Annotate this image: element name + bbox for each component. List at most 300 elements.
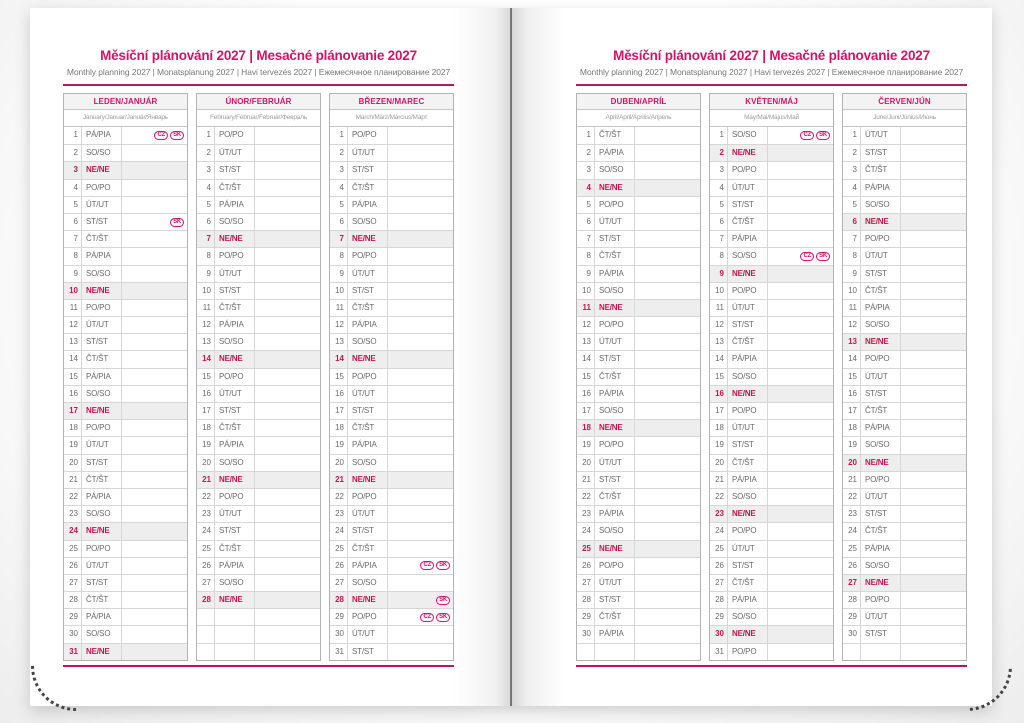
day-row	[710, 488, 833, 505]
day-number: 15	[843, 369, 861, 385]
day-abbreviation: PO/PO	[215, 127, 255, 144]
day-row	[197, 419, 320, 436]
day-abbreviation: ST/ST	[595, 231, 635, 247]
day-number: 3	[197, 162, 215, 178]
day-row	[197, 161, 320, 178]
day-number: 28	[64, 592, 82, 608]
day-abbreviation: ÚT/UT	[861, 248, 901, 264]
notes-cell	[388, 351, 453, 367]
day-abbreviation: PÁ/PIA	[728, 472, 768, 488]
notes-cell	[255, 386, 320, 402]
day-row	[843, 299, 966, 316]
day-row	[330, 161, 453, 178]
day-number: 7	[710, 231, 728, 247]
day-row	[577, 436, 700, 453]
day-row	[577, 213, 700, 230]
day-abbreviation: SO/SO	[348, 334, 388, 350]
day-abbreviation: NE/NE	[215, 592, 255, 608]
notes-cell	[255, 506, 320, 522]
notes-cell	[635, 386, 700, 402]
notes-cell	[122, 127, 187, 144]
notes-cell	[388, 523, 453, 539]
day-number: 12	[843, 317, 861, 333]
day-number: 21	[843, 472, 861, 488]
day-row	[710, 540, 833, 557]
notes-cell	[901, 472, 966, 488]
day-row	[330, 350, 453, 367]
day-row	[64, 557, 187, 574]
day-row	[843, 127, 966, 144]
day-row	[710, 127, 833, 144]
notes-cell	[388, 214, 453, 230]
day-row	[64, 436, 187, 453]
notes-cell	[768, 609, 833, 625]
day-abbreviation: ČT/ŠT	[595, 609, 635, 625]
month-subname: March/März/Március/Март	[330, 110, 453, 127]
day-row	[710, 213, 833, 230]
notes-cell	[635, 197, 700, 213]
notes-cell	[901, 386, 966, 402]
notes-cell	[768, 283, 833, 299]
notes-cell	[255, 369, 320, 385]
day-row	[197, 505, 320, 522]
notes-cell	[255, 558, 320, 574]
day-abbreviation: PÁ/PIA	[861, 541, 901, 557]
top-rule	[63, 84, 454, 86]
notes-cell	[255, 455, 320, 471]
day-abbreviation: PÁ/PIA	[215, 437, 255, 453]
day-abbreviation: ÚT/UT	[595, 455, 635, 471]
notes-cell	[768, 541, 833, 557]
day-number: 6	[197, 214, 215, 230]
notes-cell	[122, 369, 187, 385]
day-number: 24	[330, 523, 348, 539]
day-number: 24	[843, 523, 861, 539]
notes-cell	[388, 626, 453, 642]
day-row	[64, 282, 187, 299]
notes-cell	[388, 127, 453, 144]
notes-cell	[635, 351, 700, 367]
day-abbreviation: ST/ST	[861, 266, 901, 282]
day-number: 22	[64, 489, 82, 505]
day-number: 29	[710, 609, 728, 625]
day-row	[843, 608, 966, 625]
notes-cell	[635, 506, 700, 522]
notes-cell	[255, 283, 320, 299]
notes-cell	[635, 541, 700, 557]
day-abbreviation: SO/SO	[861, 197, 901, 213]
day-number: 9	[64, 266, 82, 282]
day-row	[330, 213, 453, 230]
day-abbreviation: PÁ/PIA	[82, 609, 122, 625]
day-row	[197, 643, 320, 660]
day-number: 19	[64, 437, 82, 453]
notes-cell	[635, 592, 700, 608]
day-row	[330, 557, 453, 574]
notes-cell	[901, 162, 966, 178]
day-number: 31	[710, 644, 728, 660]
day-abbreviation: ÚT/UT	[82, 558, 122, 574]
day-abbreviation: ST/ST	[595, 592, 635, 608]
day-abbreviation: SO/SO	[728, 127, 768, 144]
day-abbreviation: SO/SO	[82, 386, 122, 402]
day-abbreviation: PÁ/PIA	[861, 180, 901, 196]
day-row	[710, 402, 833, 419]
notes-cell	[901, 403, 966, 419]
day-abbreviation: PO/PO	[861, 592, 901, 608]
day-abbreviation: SO/SO	[82, 626, 122, 642]
day-row	[330, 196, 453, 213]
day-number: 11	[577, 300, 595, 316]
notes-cell	[768, 386, 833, 402]
day-number: 2	[710, 145, 728, 161]
day-abbreviation: ČT/ŠT	[215, 541, 255, 557]
day-row	[843, 144, 966, 161]
day-row	[197, 540, 320, 557]
notes-cell	[768, 369, 833, 385]
holiday-badge-cz: CZ	[420, 613, 434, 622]
day-row	[197, 316, 320, 333]
notes-cell	[122, 386, 187, 402]
day-abbreviation: ÚT/UT	[728, 300, 768, 316]
day-row	[710, 333, 833, 350]
day-row	[710, 299, 833, 316]
day-number: 13	[330, 334, 348, 350]
day-abbreviation: NE/NE	[861, 575, 901, 591]
day-abbreviation: ST/ST	[82, 575, 122, 591]
day-abbreviation: ÚT/UT	[348, 506, 388, 522]
notes-cell	[388, 369, 453, 385]
day-row	[330, 385, 453, 402]
day-number: 29	[843, 609, 861, 625]
day-row	[197, 625, 320, 642]
day-number: 22	[330, 489, 348, 505]
day-row	[577, 247, 700, 264]
day-row	[330, 643, 453, 660]
day-row	[197, 333, 320, 350]
notes-cell	[635, 609, 700, 625]
day-number: 19	[843, 437, 861, 453]
day-abbreviation: ST/ST	[215, 283, 255, 299]
day-abbreviation: PÁ/PIA	[215, 197, 255, 213]
day-row	[197, 385, 320, 402]
day-number: 10	[710, 283, 728, 299]
holiday-badge-cz: CZ	[154, 131, 168, 140]
month-name: KVĚTEN/MÁJ	[710, 94, 833, 110]
day-row	[64, 625, 187, 642]
day-row	[577, 265, 700, 282]
day-abbreviation: SO/SO	[348, 455, 388, 471]
day-number: 23	[577, 506, 595, 522]
day-abbreviation: SO/SO	[728, 369, 768, 385]
month-table	[196, 93, 321, 661]
day-row	[843, 454, 966, 471]
day-row	[843, 557, 966, 574]
notes-cell	[635, 626, 700, 642]
day-row	[710, 265, 833, 282]
day-abbreviation: PO/PO	[348, 248, 388, 264]
day-abbreviation	[595, 644, 635, 660]
notes-cell	[388, 283, 453, 299]
day-row	[577, 230, 700, 247]
day-abbreviation: ST/ST	[215, 403, 255, 419]
day-abbreviation: PÁ/PIA	[861, 300, 901, 316]
day-number: 11	[710, 300, 728, 316]
day-row	[843, 625, 966, 642]
page-right-content	[576, 8, 967, 667]
day-row	[197, 179, 320, 196]
day-abbreviation: ÚT/UT	[861, 489, 901, 505]
day-abbreviation: ST/ST	[82, 455, 122, 471]
day-row	[710, 454, 833, 471]
notes-cell	[901, 420, 966, 436]
day-number	[577, 644, 595, 660]
day-number: 27	[710, 575, 728, 591]
day-number: 14	[330, 351, 348, 367]
day-number: 20	[64, 455, 82, 471]
day-row	[64, 522, 187, 539]
day-number: 22	[577, 489, 595, 505]
day-abbreviation: NE/NE	[861, 334, 901, 350]
day-row	[577, 540, 700, 557]
notes-cell	[901, 644, 966, 660]
day-number: 11	[843, 300, 861, 316]
day-row	[843, 591, 966, 608]
holiday-badge-sk: SK	[436, 561, 450, 570]
notes-cell	[768, 506, 833, 522]
day-row	[197, 265, 320, 282]
notes-cell	[122, 626, 187, 642]
day-number: 4	[710, 180, 728, 196]
day-number: 3	[64, 162, 82, 178]
day-number: 28	[197, 592, 215, 608]
holiday-badge-sk: SK	[816, 252, 830, 261]
day-abbreviation: SO/SO	[595, 403, 635, 419]
day-number: 28	[843, 592, 861, 608]
day-number: 5	[577, 197, 595, 213]
day-row	[843, 471, 966, 488]
day-abbreviation: ST/ST	[728, 558, 768, 574]
day-number: 9	[843, 266, 861, 282]
notes-cell	[768, 214, 833, 230]
day-row	[64, 419, 187, 436]
notes-cell	[255, 420, 320, 436]
day-number: 22	[843, 489, 861, 505]
day-number: 1	[330, 127, 348, 144]
day-number: 12	[64, 317, 82, 333]
notes-cell	[901, 455, 966, 471]
day-abbreviation: SO/SO	[728, 489, 768, 505]
notes-cell	[901, 351, 966, 367]
notes-cell	[122, 248, 187, 264]
notes-cell	[122, 437, 187, 453]
day-number: 25	[330, 541, 348, 557]
day-abbreviation: ST/ST	[348, 644, 388, 660]
day-row	[710, 316, 833, 333]
day-abbreviation: PO/PO	[348, 609, 388, 625]
day-row	[577, 144, 700, 161]
notes-cell	[901, 575, 966, 591]
notes-cell	[388, 489, 453, 505]
day-abbreviation: ÚT/UT	[348, 386, 388, 402]
day-abbreviation: ST/ST	[82, 214, 122, 230]
day-abbreviation: ST/ST	[861, 626, 901, 642]
day-row	[64, 350, 187, 367]
day-abbreviation: SO/SO	[215, 334, 255, 350]
day-row	[577, 574, 700, 591]
day-number: 27	[577, 575, 595, 591]
day-number: 18	[330, 420, 348, 436]
day-number: 21	[64, 472, 82, 488]
day-row	[843, 436, 966, 453]
months-row	[576, 93, 967, 661]
day-abbreviation: PO/PO	[82, 420, 122, 436]
day-number: 4	[197, 180, 215, 196]
day-row	[330, 625, 453, 642]
day-number: 5	[710, 197, 728, 213]
day-row	[710, 282, 833, 299]
day-row	[843, 368, 966, 385]
day-row	[197, 213, 320, 230]
holiday-badge-sk: SK	[170, 131, 184, 140]
day-abbreviation: SO/SO	[82, 266, 122, 282]
notes-cell	[635, 214, 700, 230]
month-name: BŘEZEN/MAREC	[330, 94, 453, 110]
day-number: 16	[843, 386, 861, 402]
day-abbreviation: PO/PO	[861, 472, 901, 488]
notes-cell	[768, 403, 833, 419]
day-row	[64, 316, 187, 333]
day-abbreviation: ČT/ŠT	[861, 283, 901, 299]
notes-cell	[901, 231, 966, 247]
day-number: 7	[64, 231, 82, 247]
notes-cell	[901, 317, 966, 333]
day-abbreviation: ST/ST	[861, 145, 901, 161]
day-row	[843, 333, 966, 350]
notes-cell	[255, 437, 320, 453]
day-abbreviation: NE/NE	[82, 403, 122, 419]
day-number: 15	[330, 369, 348, 385]
day-abbreviation: ST/ST	[348, 403, 388, 419]
notes-cell	[635, 180, 700, 196]
notes-cell	[388, 420, 453, 436]
day-row	[197, 591, 320, 608]
month-name: ÚNOR/FEBRUÁR	[197, 94, 320, 110]
day-row	[843, 265, 966, 282]
day-row	[330, 574, 453, 591]
day-abbreviation: PO/PO	[82, 180, 122, 196]
notes-cell	[635, 145, 700, 161]
notes-cell	[388, 455, 453, 471]
day-abbreviation: NE/NE	[728, 386, 768, 402]
notes-cell	[635, 162, 700, 178]
day-abbreviation: ČT/ŠT	[215, 300, 255, 316]
day-number: 10	[197, 283, 215, 299]
day-row	[710, 196, 833, 213]
day-abbreviation: PÁ/PIA	[728, 231, 768, 247]
day-row	[577, 591, 700, 608]
day-number: 27	[64, 575, 82, 591]
day-number: 26	[577, 558, 595, 574]
day-abbreviation: PÁ/PIA	[595, 626, 635, 642]
notes-cell	[635, 248, 700, 264]
day-number: 16	[330, 386, 348, 402]
notes-cell	[122, 523, 187, 539]
day-abbreviation: SO/SO	[861, 558, 901, 574]
notes-cell	[388, 644, 453, 660]
day-abbreviation: PÁ/PIA	[348, 558, 388, 574]
notes-cell	[255, 489, 320, 505]
day-number: 24	[197, 523, 215, 539]
notes-cell	[255, 266, 320, 282]
notes-cell	[768, 523, 833, 539]
day-abbreviation: ČT/ŠT	[82, 351, 122, 367]
notes-cell	[635, 489, 700, 505]
notes-cell	[635, 420, 700, 436]
day-abbreviation: NE/NE	[595, 541, 635, 557]
day-number: 20	[710, 455, 728, 471]
day-number: 21	[197, 472, 215, 488]
day-row	[843, 522, 966, 539]
day-number: 5	[197, 197, 215, 213]
notes-cell	[255, 197, 320, 213]
notes-cell	[255, 626, 320, 642]
day-number: 23	[330, 506, 348, 522]
day-row	[577, 402, 700, 419]
day-row	[197, 127, 320, 144]
day-number: 28	[577, 592, 595, 608]
day-row	[330, 299, 453, 316]
day-row	[843, 419, 966, 436]
day-row	[843, 179, 966, 196]
day-number: 18	[710, 420, 728, 436]
day-row	[197, 368, 320, 385]
day-row	[330, 540, 453, 557]
notes-cell	[901, 437, 966, 453]
day-number: 17	[843, 403, 861, 419]
top-rule	[576, 84, 967, 86]
day-row	[64, 196, 187, 213]
day-row	[330, 471, 453, 488]
month-name: LEDEN/JANUÁR	[64, 94, 187, 110]
day-row	[330, 436, 453, 453]
day-row	[577, 196, 700, 213]
page-left	[30, 8, 510, 706]
notes-cell	[901, 300, 966, 316]
notes-cell	[901, 180, 966, 196]
notes-cell	[635, 523, 700, 539]
day-number: 20	[197, 455, 215, 471]
notes-cell	[768, 351, 833, 367]
day-abbreviation: PO/PO	[728, 162, 768, 178]
day-row	[710, 385, 833, 402]
day-abbreviation: NE/NE	[348, 472, 388, 488]
page-title: Měsíční plánování 2027 | Mesačné plánovanie 2027	[100, 48, 417, 63]
day-number: 25	[577, 541, 595, 557]
day-row	[197, 402, 320, 419]
notes-cell	[388, 180, 453, 196]
day-row	[577, 179, 700, 196]
day-number: 1	[197, 127, 215, 144]
day-row	[64, 454, 187, 471]
day-abbreviation: ÚT/UT	[82, 317, 122, 333]
day-abbreviation: ST/ST	[215, 523, 255, 539]
notes-cell	[255, 248, 320, 264]
page-right	[512, 8, 992, 706]
notes-cell	[122, 162, 187, 178]
day-number: 13	[577, 334, 595, 350]
day-number: 18	[843, 420, 861, 436]
